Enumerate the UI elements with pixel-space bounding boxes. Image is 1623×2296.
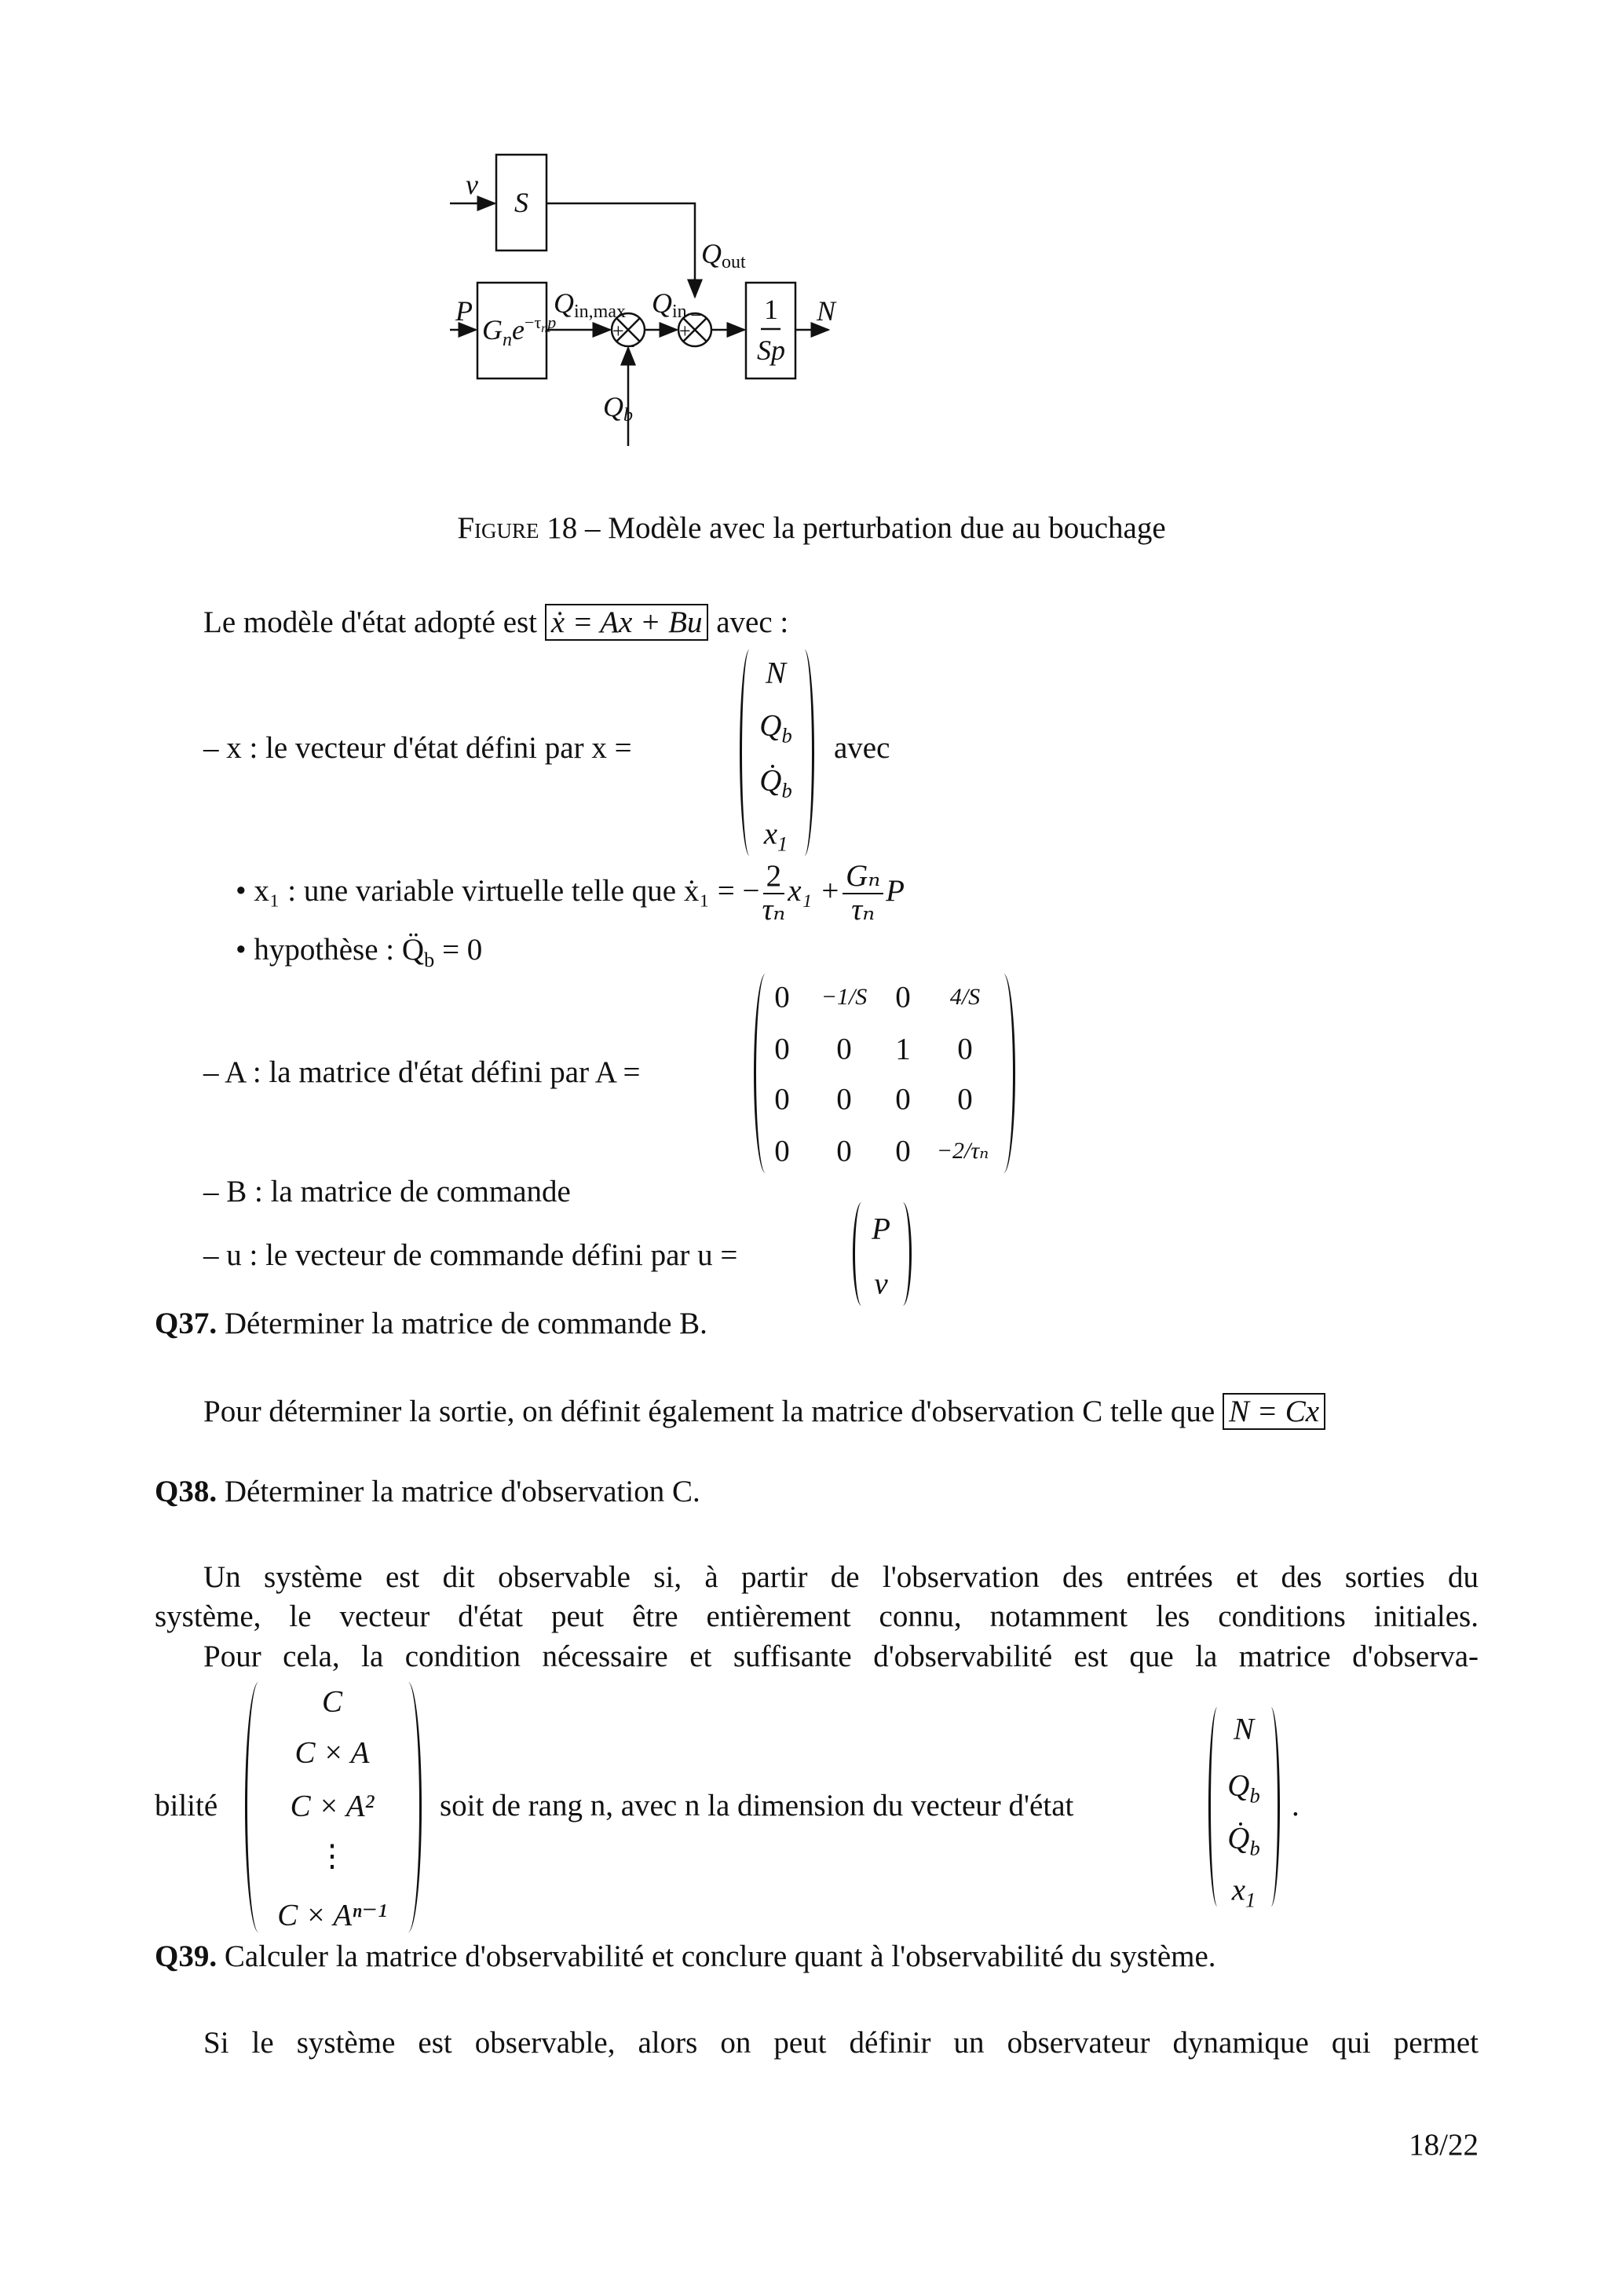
paren-right: [1265, 1707, 1280, 1907]
observability-end: .: [1292, 1789, 1299, 1823]
paren-left: [740, 649, 756, 856]
integrator-den: Sp: [757, 335, 785, 366]
x-entry: $Q_b$: [759, 708, 792, 748]
u-entry: v: [874, 1267, 888, 1301]
a-matrix-cell: 0: [836, 1082, 852, 1117]
paren-left: [245, 1682, 268, 1932]
a-matrix-cell: 4/S: [949, 984, 981, 1010]
block-diagram: [0, 0, 1623, 487]
label-p: P: [455, 295, 473, 327]
paren-right: [996, 974, 1015, 1173]
arrow-qout: [546, 203, 695, 297]
a-matrix-cell: 0: [957, 1032, 973, 1066]
x-definition: – x : le vecteur d'état défini par x =: [203, 731, 632, 765]
question-39: [155, 1938, 1216, 1976]
figure-caption: [0, 510, 1623, 547]
label-qb: Qb: [603, 391, 633, 426]
observability-row: C: [321, 1684, 343, 1719]
sign-plus-1: +: [612, 320, 624, 342]
label-v: v: [466, 169, 478, 200]
caption-label: Figure 18: [457, 511, 578, 545]
x-entry: $x_1$: [763, 817, 788, 856]
a-matrix-cell: 0: [957, 1082, 973, 1117]
state-entry: $x_1$: [1231, 1873, 1256, 1912]
a-matrix-cell: 0: [774, 980, 790, 1015]
b-definition: – B : la matrice de commande: [203, 1175, 571, 1208]
observability-row: ⋮: [316, 1839, 348, 1874]
question-label: Q39.: [155, 1940, 217, 1973]
caption-text: – Modèle avec la perturbation due au bouchage: [577, 511, 1166, 545]
question-label: Q38.: [155, 1475, 217, 1508]
a-matrix-cell: −2/τₙ: [936, 1138, 989, 1164]
observability-middle: soit de rang n, avec n la dimension du vecteur d'état: [440, 1789, 1074, 1823]
state-model-after: avec :: [716, 605, 789, 639]
state-equation: ẋ = Ax + Bu: [545, 604, 709, 641]
x1-mid: x₁ +: [788, 874, 841, 908]
integrator-num: 1: [764, 294, 778, 325]
a-matrix-cell: −1/S: [821, 984, 868, 1010]
observability-row: C × Aⁿ⁻¹: [277, 1898, 387, 1932]
a-definition: – A : la matrice d'état défini par A =: [203, 1055, 641, 1089]
output-equation: N = Cx: [1223, 1393, 1325, 1430]
state-entry: $Q_b$: [1227, 1768, 1260, 1808]
bullet-x1: [236, 848, 905, 934]
paren-left: [754, 974, 773, 1173]
paren-left: [1208, 1707, 1223, 1907]
observability-row: C × A: [294, 1735, 370, 1770]
u-definition: – u : le vecteur de commande défini par u =: [203, 1238, 738, 1272]
question-text: Déterminer la matrice d'observation C.: [224, 1475, 700, 1508]
x-after: avec: [834, 731, 890, 765]
a-matrix-cell: 0: [774, 1082, 790, 1117]
a-matrix-cell: 0: [836, 1134, 852, 1168]
fraction: [762, 861, 785, 927]
a-matrix-cell: 0: [774, 1032, 790, 1066]
state-entry: N: [1233, 1712, 1255, 1746]
bullet-hypothesis: • hypothèse : $Q̈_b = 0$: [236, 933, 483, 971]
a-matrix-cell: 0: [895, 1134, 911, 1168]
u-entry: P: [872, 1212, 890, 1246]
label-qinmax: Qin,max: [554, 287, 626, 322]
paragraph-last-line: Si le système est observable, alors on peut définir un observateur dynamique qui permet: [203, 2026, 1479, 2060]
fraction: [843, 861, 883, 927]
label-qout: Qout: [701, 238, 746, 272]
label-s: S: [514, 187, 528, 218]
paragraph-line: Pour cela, la condition nécessaire et suffisante d'observabilité est que la matrice d'observa-: [203, 1640, 1479, 1673]
x-entry: N: [765, 656, 787, 690]
frac-den: τₙ: [762, 893, 786, 927]
a-matrix-cell: 0: [895, 1082, 911, 1117]
c-text: Pour déterminer la sortie, on définit également la matrice d'observation C telle que: [203, 1395, 1215, 1428]
observability-row: C × A²: [290, 1789, 375, 1823]
question-text: Déterminer la matrice de commande B.: [224, 1307, 707, 1340]
paren-left: [853, 1202, 868, 1306]
sign-minus-2: −: [690, 304, 702, 327]
question-label: Q37.: [155, 1307, 217, 1340]
paren-right: [798, 649, 814, 856]
label-delay: $G_ne^{-\tau}np$: [482, 313, 557, 350]
a-matrix-cell: 0: [836, 1032, 852, 1066]
question-37: [155, 1305, 707, 1343]
c-definition: [203, 1393, 1325, 1431]
state-model-line: [203, 604, 788, 642]
x1-end: P: [886, 874, 905, 908]
paragraph-line: Un système est dit observable si, à partir de l'observation des entrées et des sorties du: [203, 1560, 1479, 1594]
paren-right: [897, 1202, 912, 1306]
state-model-intro: Le modèle d'état adopté est: [203, 605, 538, 639]
state-entry: $Q̇_b$: [1227, 1821, 1260, 1860]
frac-num: Gₙ: [843, 861, 883, 894]
label-n: N: [817, 295, 836, 327]
frac-den: τₙ: [851, 893, 875, 927]
question-38: [155, 1473, 700, 1511]
x1-text: • x₁ : une variable virtuelle telle que ẋ₁ = −: [236, 874, 760, 908]
a-matrix-cell: 1: [895, 1032, 911, 1066]
paragraph-line: système, le vecteur d'état peut être entièrement connu, notamment les conditions initiales.: [155, 1600, 1479, 1633]
question-text: Calculer la matrice d'observabilité et conclure quant à l'observabilité du système.: [224, 1940, 1216, 1973]
label-qin: Qin: [652, 287, 687, 322]
sign-minus-1: −: [623, 335, 635, 358]
a-matrix-cell: 0: [895, 980, 911, 1015]
x-entry: $Q̇_b$: [759, 763, 792, 803]
a-matrix-cell: 0: [774, 1134, 790, 1168]
frac-num: 2: [763, 861, 785, 894]
sign-plus-2: +: [679, 320, 691, 342]
page-number: 18/22: [1409, 2128, 1479, 2162]
observability-prefix: bilité: [155, 1789, 218, 1823]
paren-right: [399, 1682, 422, 1932]
